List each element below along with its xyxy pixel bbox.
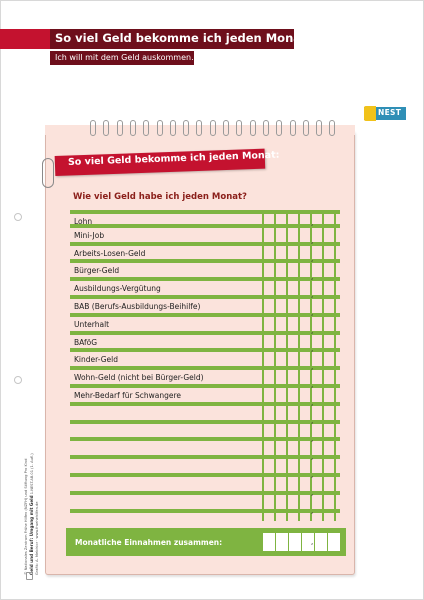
paper-clip-icon <box>42 158 54 188</box>
spiral-ring <box>316 120 322 136</box>
logo-text: NEST <box>378 108 402 117</box>
spiral-ring <box>103 120 109 136</box>
decimal-comma: , <box>311 363 314 371</box>
total-decimal-comma: , <box>311 538 314 546</box>
spiral-ring <box>170 120 176 136</box>
total-label: Monatliche Einnahmen zusammen: <box>75 538 223 547</box>
decimal-comma: , <box>311 471 314 479</box>
binder-hole-bottom <box>14 376 22 384</box>
spiral-ring <box>303 120 309 136</box>
income-row-label: Mini-Job <box>74 230 105 240</box>
decimal-comma: , <box>311 507 314 515</box>
spiral-ring <box>90 120 96 136</box>
spiral-ring <box>263 120 269 136</box>
amount-column-line <box>298 212 300 521</box>
decimal-comma: , <box>311 273 314 281</box>
spiral-ring <box>157 120 163 136</box>
amount-column-line <box>286 212 288 521</box>
decimal-comma: , <box>311 453 314 461</box>
total-digit-box[interactable] <box>315 533 327 551</box>
income-row-label: Unterhalt <box>74 319 110 329</box>
total-digit-box[interactable] <box>276 533 288 551</box>
spiral-ring <box>250 120 256 136</box>
income-row-label: Kinder-Geld <box>74 355 118 365</box>
amount-column-line <box>322 212 324 521</box>
spiral-ring <box>236 120 242 136</box>
decimal-comma: , <box>311 399 314 407</box>
side-credit-line: Grafik: A. Melchior · www.fruehehilfen.de <box>35 501 39 575</box>
page-title: So viel Geld bekomme ich jeden Monat <box>55 31 307 45</box>
spiral-ring <box>290 120 296 136</box>
income-question: Wie viel Geld habe ich jeden Monat? <box>73 192 247 202</box>
income-row-label: Mehr-Bedarf für Schwangere <box>74 390 181 400</box>
income-row-label: Lohn <box>74 217 93 226</box>
income-row-label: Wohn-Geld (nicht bei Bürger-Geld) <box>74 373 204 383</box>
side-credit-line: © Nationales Zentrum Frühe Hilfen (NZFH) und Stiftung Pro Kind <box>24 458 28 575</box>
total-digit-box[interactable] <box>328 533 340 551</box>
decimal-comma: , <box>311 345 314 353</box>
amount-column-line <box>262 212 264 521</box>
decimal-comma: , <box>311 309 314 317</box>
spiral-ring <box>196 120 202 136</box>
amount-column-line <box>274 212 276 521</box>
binder-hole-top <box>14 213 22 221</box>
decimal-comma: , <box>311 219 314 227</box>
decimal-comma: , <box>311 381 314 389</box>
spiral-ring <box>329 120 335 136</box>
decimal-comma: , <box>311 291 314 299</box>
total-digit-box[interactable] <box>289 533 301 551</box>
income-row-label: Arbeits-Losen-Geld <box>74 248 146 258</box>
spiral-ring <box>183 120 189 136</box>
income-row-label: BAB (Berufs-Ausbildungs-Beihilfe) <box>74 301 201 311</box>
decimal-comma: , <box>311 417 314 425</box>
income-row-label: Ausbildungs-Vergütung <box>74 284 161 294</box>
spiral-ring <box>223 120 229 136</box>
document-icon <box>26 572 33 580</box>
income-row-label: BAföG <box>74 337 98 347</box>
income-row-label: Bürger-Geld <box>74 266 120 276</box>
spiral-ring <box>117 120 123 136</box>
decimal-comma: , <box>311 237 314 245</box>
spiral-ring <box>143 120 149 136</box>
side-credits <box>24 400 40 575</box>
sheet-banner-text: So viel Geld bekomme ich jeden Monat: <box>67 149 280 168</box>
decimal-comma: , <box>311 327 314 335</box>
decimal-comma: , <box>311 489 314 497</box>
page-subtitle: Ich will mit dem Geld auskommen. <box>55 52 194 62</box>
total-digit-box[interactable] <box>263 533 275 551</box>
sun-icon <box>364 106 376 121</box>
side-credit-title: Geld und Beruf: Umgang mit Geld 1.NEST.AB.01 (1. Aufl.) <box>29 453 34 575</box>
spiral-ring <box>210 120 216 136</box>
spiral-ring <box>130 120 136 136</box>
amount-column-line <box>334 212 336 521</box>
decimal-comma: , <box>311 435 314 443</box>
spiral-ring <box>276 120 282 136</box>
decimal-comma: , <box>311 255 314 263</box>
